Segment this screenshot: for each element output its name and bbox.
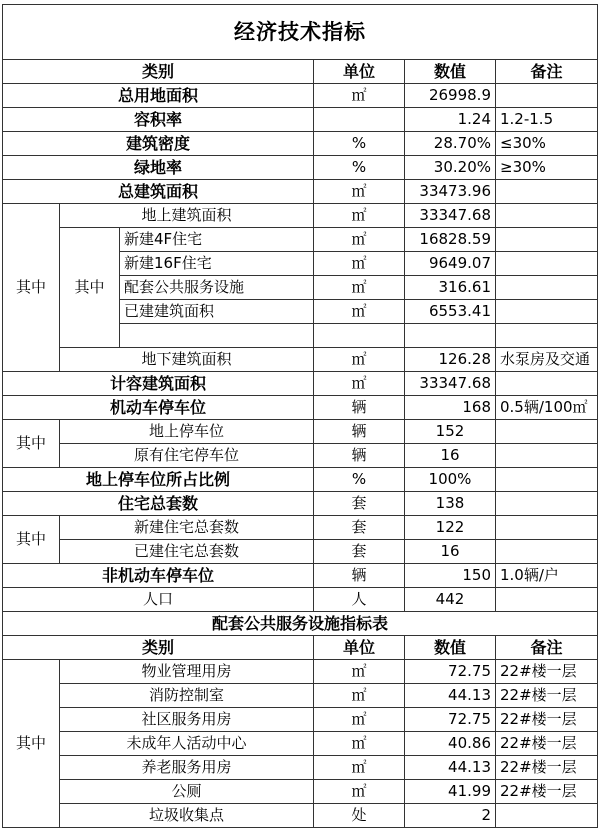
row-remark [496,300,598,324]
header-value: 数值 [405,60,496,84]
table-row [3,180,598,204]
facility-unit: ㎡ [314,732,405,756]
table-row [3,468,598,492]
row-value: 152 [405,420,496,444]
row-label: 住宅总套数 [3,492,314,516]
row-value: 33347.68 [405,372,496,396]
row-label: 绿地率 [3,156,314,180]
row-value: 6553.41 [405,300,496,324]
facility-unit: ㎡ [314,708,405,732]
group-label: 其中 [3,516,60,564]
row-unit: 套 [314,516,405,540]
header-value: 数值 [405,636,496,660]
row-value-empty [405,324,496,348]
row-label: 建筑密度 [3,132,314,156]
row-unit [314,108,405,132]
header-remark: 备注 [496,636,598,660]
subgroup-label: 其中 [60,228,120,348]
row-remark [496,180,598,204]
row-remark [496,444,598,468]
facility-unit: 处 [314,804,405,828]
header-category: 类别 [3,636,314,660]
header-row [3,60,598,84]
row-unit: % [314,468,405,492]
row-unit: 套 [314,492,405,516]
row-remark [496,252,598,276]
header-category: 类别 [3,60,314,84]
row-label: 新建4F住宅 [120,228,314,252]
row-unit: % [314,156,405,180]
facility-unit: ㎡ [314,684,405,708]
table-row [3,492,598,516]
row-label: 人口 [3,588,314,612]
table-title: 经济技术指标 [3,5,598,60]
facility-value: 72.75 [405,708,496,732]
row-label: 容积率 [3,108,314,132]
row-unit: 人 [314,588,405,612]
facility-label: 养老服务用房 [60,756,314,780]
facility-value: 40.86 [405,732,496,756]
row-remark [496,540,598,564]
header-unit: 单位 [314,636,405,660]
row-label: 新建16F住宅 [120,252,314,276]
row-unit: 辆 [314,396,405,420]
row-unit: ㎡ [314,180,405,204]
row-value: 33473.96 [405,180,496,204]
facility-remark: 22#楼一层 [496,708,598,732]
table-row [3,396,598,420]
row-remark [496,84,598,108]
row-value: 26998.9 [405,84,496,108]
row-value: 316.61 [405,276,496,300]
row-label: 地上停车位所占比例 [3,468,314,492]
row-value: 442 [405,588,496,612]
row-label: 原有住宅停车位 [60,444,314,468]
facility-value: 72.75 [405,660,496,684]
facility-unit: ㎡ [314,660,405,684]
facility-row [3,780,598,804]
row-label: 非机动车停车位 [3,564,314,588]
row-value: 16 [405,540,496,564]
facility-row [3,732,598,756]
facility-label: 未成年人活动中心 [60,732,314,756]
row-value: 1.24 [405,108,496,132]
facility-remark: 22#楼一层 [496,660,598,684]
facility-remark [496,804,598,828]
table-row [3,132,598,156]
technical-indicators-sheet [2,4,597,828]
row-remark [496,468,598,492]
row-value: 138 [405,492,496,516]
row-unit: 辆 [314,444,405,468]
row-label: 总用地面积 [3,84,314,108]
row-unit: ㎡ [314,204,405,228]
row-remark: ≤30% [496,132,598,156]
facility-row [3,684,598,708]
row-value: 126.28 [405,348,496,372]
facility-remark: 22#楼一层 [496,732,598,756]
row-value: 16 [405,444,496,468]
table-row [3,444,598,468]
row-value: 9649.07 [405,252,496,276]
facility-unit: ㎡ [314,780,405,804]
facility-label: 公厕 [60,780,314,804]
table-row [3,540,598,564]
table-row [3,228,598,252]
table-row [3,420,598,444]
facility-row [3,660,598,684]
indicators-table [2,4,598,828]
row-value: 16828.59 [405,228,496,252]
row-remark-empty [496,324,598,348]
table-row [3,204,598,228]
row-label: 总建筑面积 [3,180,314,204]
row-remark: 0.5辆/100㎡ [496,396,598,420]
facility-unit: ㎡ [314,756,405,780]
facilities-title-row [3,612,598,636]
row-label: 配套公共服务设施 [120,276,314,300]
row-value: 122 [405,516,496,540]
row-unit: ㎡ [314,300,405,324]
facility-label: 社区服务用房 [60,708,314,732]
facilities-title: 配套公共服务设施指标表 [3,612,598,636]
facility-value: 44.13 [405,684,496,708]
table-row [3,516,598,540]
row-value: 168 [405,396,496,420]
row-value: 30.20% [405,156,496,180]
row-unit: ㎡ [314,372,405,396]
facility-value: 2 [405,804,496,828]
row-label: 地上停车位 [60,420,314,444]
row-label: 机动车停车位 [3,396,314,420]
row-unit: % [314,132,405,156]
facility-label: 消防控制室 [60,684,314,708]
row-label: 已建建筑面积 [120,300,314,324]
row-remark [496,228,598,252]
row-unit: ㎡ [314,228,405,252]
facility-row [3,756,598,780]
row-unit: ㎡ [314,84,405,108]
row-label: 地上建筑面积 [60,204,314,228]
row-remark [496,588,598,612]
facility-label: 物业管理用房 [60,660,314,684]
row-unit: ㎡ [314,276,405,300]
row-unit: 套 [314,540,405,564]
row-remark [496,372,598,396]
facility-label: 垃圾收集点 [60,804,314,828]
row-unit: ㎡ [314,348,405,372]
row-label: 计容建筑面积 [3,372,314,396]
facilities-header-row [3,636,598,660]
table-row [3,156,598,180]
row-remark: ≥30% [496,156,598,180]
title-row [3,5,598,60]
table-row [3,84,598,108]
table-row [3,108,598,132]
facility-row [3,804,598,828]
facility-remark: 22#楼一层 [496,756,598,780]
facility-row [3,708,598,732]
group-label: 其中 [3,420,60,468]
row-remark: 1.0辆/户 [496,564,598,588]
row-unit: 辆 [314,420,405,444]
row-unit: 辆 [314,564,405,588]
facility-remark: 22#楼一层 [496,684,598,708]
row-value: 33347.68 [405,204,496,228]
row-value: 100% [405,468,496,492]
group-label: 其中 [3,204,60,372]
facility-value: 44.13 [405,756,496,780]
row-remark [496,276,598,300]
row-label-empty [120,324,314,348]
row-label: 地下建筑面积 [60,348,314,372]
header-remark: 备注 [496,60,598,84]
row-value: 28.70% [405,132,496,156]
facility-remark: 22#楼一层 [496,780,598,804]
row-unit: ㎡ [314,252,405,276]
row-remark [496,420,598,444]
row-remark [496,204,598,228]
row-value: 150 [405,564,496,588]
row-remark [496,516,598,540]
row-unit-empty [314,324,405,348]
group-label: 其中 [3,660,60,828]
row-label: 已建住宅总套数 [60,540,314,564]
table-row [3,564,598,588]
table-row [3,588,598,612]
row-remark [496,492,598,516]
facility-value: 41.99 [405,780,496,804]
header-unit: 单位 [314,60,405,84]
table-row [3,348,598,372]
table-row [3,372,598,396]
row-remark: 水泵房及交通 [496,348,598,372]
row-label: 新建住宅总套数 [60,516,314,540]
row-remark: 1.2-1.5 [496,108,598,132]
